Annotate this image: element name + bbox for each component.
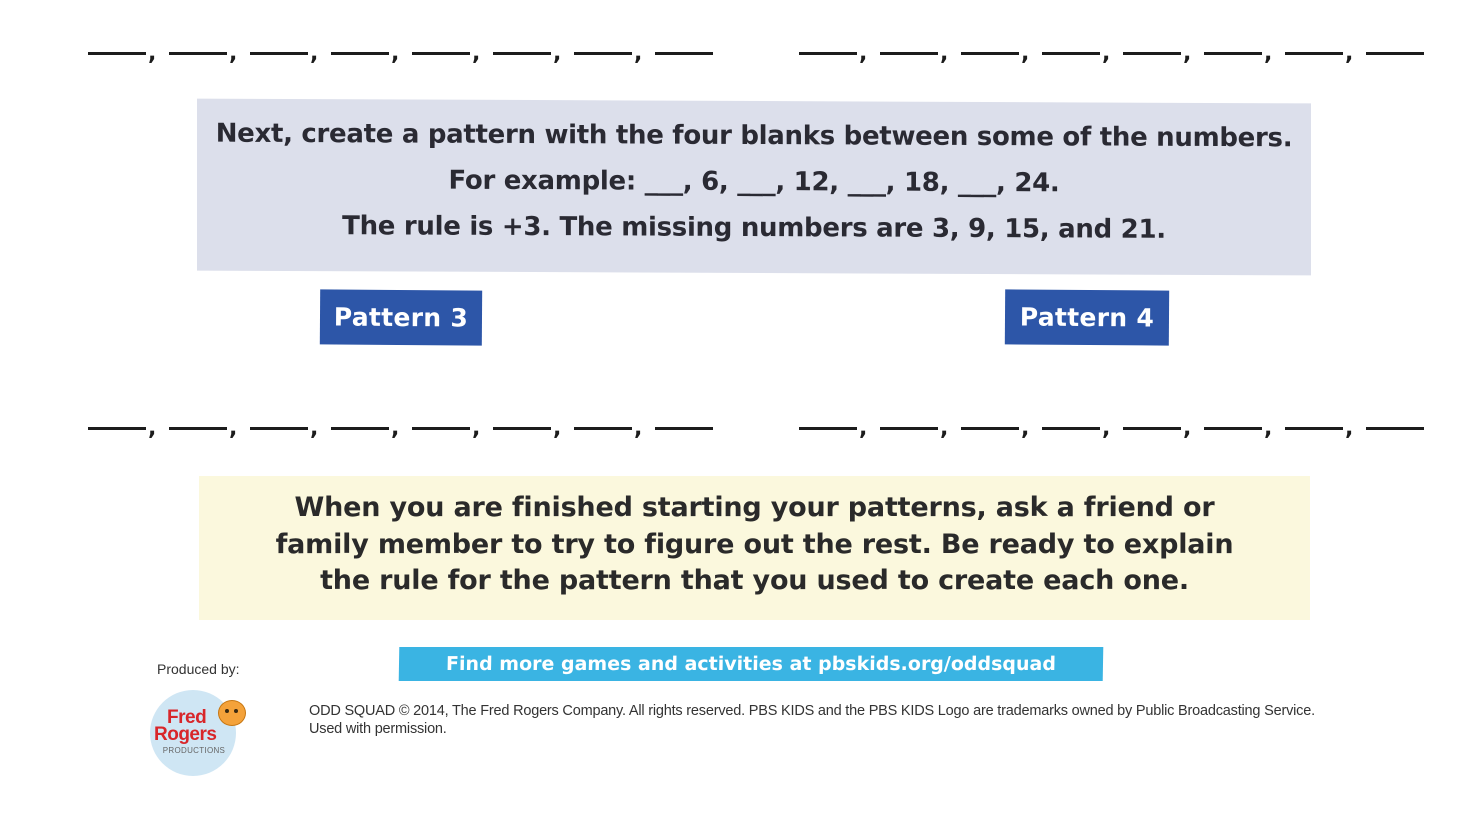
finish-note-line-3: the rule for the pattern that you used to create each one. xyxy=(320,565,1189,596)
blank-separator: , xyxy=(940,41,949,66)
blank-separator: , xyxy=(1102,41,1111,66)
blank-separator: , xyxy=(1183,41,1192,66)
answer-blank xyxy=(1285,38,1343,55)
produced-by-label: Produced by: xyxy=(157,661,240,677)
instruction-example: For example: ___, 6, ___, 12, ___, 18, ___, 24. xyxy=(448,165,1060,199)
answer-blank xyxy=(574,38,632,55)
fred-rogers-productions-logo xyxy=(150,690,236,776)
blank-separator: , xyxy=(472,416,481,441)
answer-blank xyxy=(1366,38,1424,55)
blank-separator: , xyxy=(1102,416,1111,441)
pattern-4-label: Pattern 4 xyxy=(1005,289,1169,345)
copyright-notice xyxy=(309,702,1389,738)
logo-text-fred: Fred xyxy=(167,707,207,728)
answer-blank xyxy=(88,38,146,55)
answer-blank xyxy=(961,38,1019,55)
copyright-line-1: ODD SQUAD © 2014, The Fred Rogers Company. All rights reserved. PBS KIDS and the PBS KIDS Logo are trademarks owned by Public Broadcasting Service. xyxy=(309,703,1315,719)
answer-blank xyxy=(412,413,470,430)
find-more-link-banner[interactable]: Find more games and activities at pbskids.org/oddsquad xyxy=(399,647,1104,681)
instruction-rule: The rule is +3. The missing numbers are 3, 9, 15, and 21. xyxy=(342,211,1166,245)
blank-row-bottom-right xyxy=(799,413,1424,441)
answer-blank xyxy=(169,38,227,55)
finish-note-panel xyxy=(199,476,1310,620)
pattern-3-label: Pattern 3 xyxy=(320,289,482,345)
blank-row-bottom-left xyxy=(88,413,713,441)
instruction-line-1: Next, create a pattern with the four blanks between some of the numbers. xyxy=(215,118,1293,154)
logo-text-rogers: Rogers xyxy=(154,724,217,745)
answer-blank xyxy=(799,413,857,430)
answer-blank xyxy=(88,413,146,430)
answer-blank xyxy=(880,38,938,55)
blank-separator: , xyxy=(1345,416,1354,441)
answer-blank xyxy=(655,38,713,55)
answer-blank xyxy=(880,413,938,430)
blank-separator: , xyxy=(148,41,157,66)
answer-blank xyxy=(331,38,389,55)
finish-note-line-2: family member to try to figure out the rest. Be ready to explain xyxy=(275,529,1234,560)
blank-separator: , xyxy=(1264,41,1273,66)
answer-blank xyxy=(412,38,470,55)
answer-blank xyxy=(961,413,1019,430)
blank-separator: , xyxy=(310,41,319,66)
answer-blank xyxy=(250,38,308,55)
blank-separator: , xyxy=(940,416,949,441)
answer-blank xyxy=(1123,413,1181,430)
blank-separator: , xyxy=(859,41,868,66)
blank-separator: , xyxy=(634,416,643,441)
blank-separator: , xyxy=(1345,41,1354,66)
blank-separator: , xyxy=(391,416,400,441)
answer-blank xyxy=(1204,38,1262,55)
answer-blank xyxy=(799,38,857,55)
copyright-line-2: Used with permission. xyxy=(309,721,447,737)
answer-blank xyxy=(169,413,227,430)
answer-blank xyxy=(1042,413,1100,430)
tiger-face-icon xyxy=(218,700,246,726)
blank-separator: , xyxy=(229,416,238,441)
answer-blank xyxy=(1204,413,1262,430)
blank-separator: , xyxy=(1264,416,1273,441)
blank-separator: , xyxy=(634,41,643,66)
blank-row-top-left xyxy=(88,38,713,66)
answer-blank xyxy=(655,413,713,430)
answer-blank xyxy=(1366,413,1424,430)
answer-blank xyxy=(493,38,551,55)
instruction-panel xyxy=(197,99,1311,276)
blank-separator: , xyxy=(148,416,157,441)
blank-separator: , xyxy=(1021,416,1030,441)
blank-separator: , xyxy=(1183,416,1192,441)
blank-separator: , xyxy=(553,41,562,66)
answer-blank xyxy=(1042,38,1100,55)
blank-separator: , xyxy=(553,416,562,441)
finish-note-line-1: When you are finished starting your patterns, ask a friend or xyxy=(294,492,1215,523)
answer-blank xyxy=(331,413,389,430)
logo-text-productions: PRODUCTIONS xyxy=(162,746,226,755)
blank-separator: , xyxy=(859,416,868,441)
blank-separator: , xyxy=(1021,41,1030,66)
answer-blank xyxy=(493,413,551,430)
answer-blank xyxy=(574,413,632,430)
answer-blank xyxy=(1285,413,1343,430)
blank-separator: , xyxy=(391,41,400,66)
blank-separator: , xyxy=(229,41,238,66)
blank-row-top-right xyxy=(799,38,1424,66)
answer-blank xyxy=(1123,38,1181,55)
blank-separator: , xyxy=(472,41,481,66)
blank-separator: , xyxy=(310,416,319,441)
answer-blank xyxy=(250,413,308,430)
